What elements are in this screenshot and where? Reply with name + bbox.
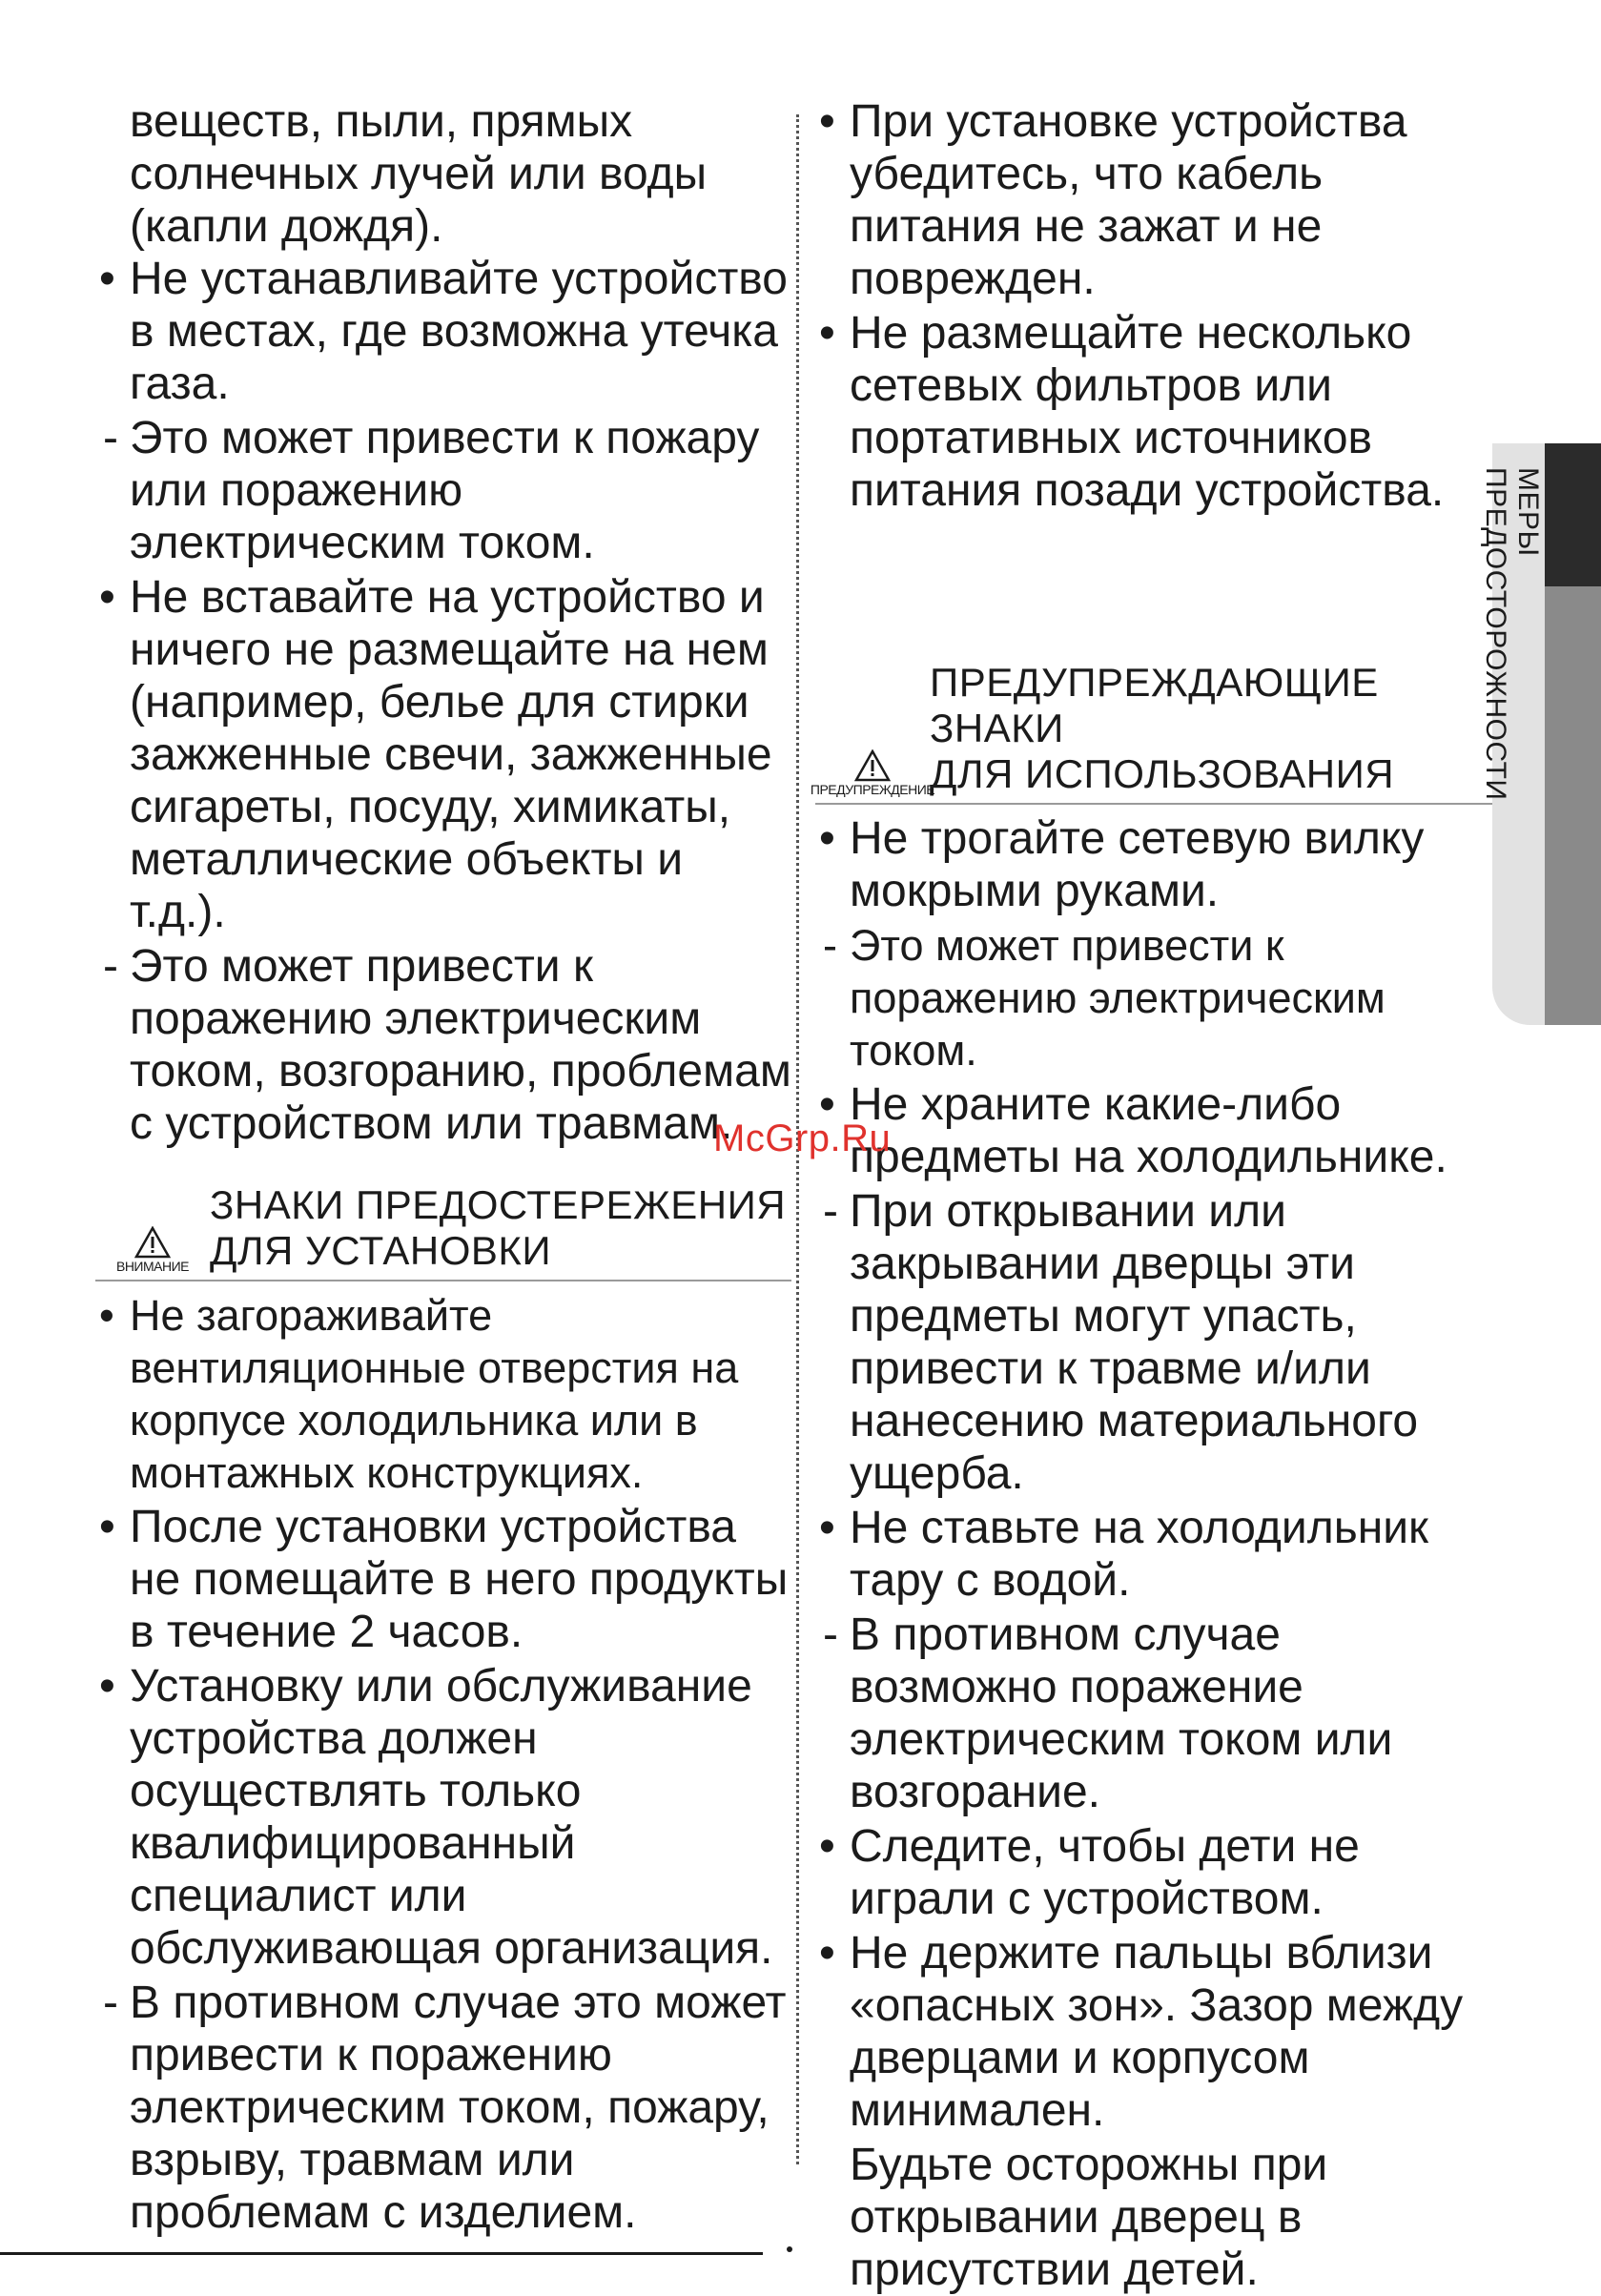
usage-title-line-1: ПРЕДУПРЕЖДАЮЩИЕ ЗНАКИ: [930, 660, 1379, 750]
warning-triangle-icon: [854, 749, 891, 782]
right-bullet-power-strips: • Не размещайте несколько сетевых фильтров или портативных источников питания позади устройства.: [815, 307, 1492, 517]
right-paragraph-careful: Будьте осторожны при открывании дверец в присутствии детей.: [850, 2140, 1328, 2295]
right-bullet-no-water-containers: • Не ставьте на холодильник тару с водой.: [815, 1502, 1492, 1607]
left-bullet-wait-2-hours: • После установки устройства не помещайте в него продукты в течение 2 часов.: [95, 1501, 791, 1658]
installation-caution-header: [95, 1182, 791, 1281]
right-bullet-no-objects-on-top: • Не храните какие-либо предметы на холодильнике.: [815, 1078, 1492, 1183]
usage-section-title: [930, 660, 1492, 797]
watermark: McGrp.Ru: [713, 1117, 892, 1159]
footer-rule: [0, 2252, 763, 2255]
left-dash-shock-risk: - Это может привести к поражению электрическим током, возгоранию, проблемам с устройством или травмам.: [95, 940, 791, 1150]
right-dash-falling-objects: - При открывании или закрывании дверцы эти предметы могут упасть, привести к травме и/или нанесению материального ущерба.: [815, 1185, 1492, 1500]
left-column: [95, 95, 791, 2241]
warning-caption: ПРЕДУПРЕЖДЕНИЕ: [810, 782, 935, 797]
left-dash-fire-risk: - Это может привести к пожару или поражению электрическим током.: [95, 412, 791, 569]
left-bullet-do-not-stand: • Не вставайте на устройство и ничего не размещайте на нем (например, белье для стирки зажженные свечи, зажженные сигареты, посуду, химикаты, металлические объекты и т.д.).: [95, 571, 791, 938]
side-tab-strip: [1545, 586, 1601, 1025]
side-tab-label: МЕРЫ ПРЕДОСТОРОЖНОСТИ: [1480, 467, 1544, 801]
left-paragraph-1: веществ, пыли, прямых солнечных лучей или воды (капли дождя).: [130, 96, 708, 252]
side-tab-marker: [1545, 443, 1601, 586]
installation-title-line-1: ЗНАКИ ПРЕДОСТЕРЕЖЕНИЯ: [210, 1182, 787, 1227]
warning-symbol: [810, 749, 935, 797]
right-dash-shock: - Это может привести к поражению электрическим током.: [815, 919, 1492, 1076]
right-dash-shock-or-fire: - В противном случае возможно поражение электрическим током или возгорание.: [815, 1609, 1492, 1818]
caution-symbol: [95, 1226, 210, 1274]
installation-title-line-2: ДЛЯ УСТАНОВКИ: [210, 1228, 552, 1273]
caution-caption: ВНИМАНИЕ: [115, 1259, 190, 1274]
right-column: [810, 95, 1492, 2296]
usage-warning-header: [810, 660, 1492, 805]
left-bullet-gas-leak: • Не устанавливайте устройство в местах, где возможна утечка газа.: [95, 253, 791, 410]
usage-title-line-2: ДЛЯ ИСПОЛЬЗОВАНИЯ: [930, 751, 1395, 796]
left-bullet-qualified-service: • Установку или обслуживание устройства должен осуществлять только квалифицированный специалист или обслуживающая организация.: [95, 1660, 791, 1975]
right-bullet-wet-hands: • Не трогайте сетевую вилку мокрыми руками.: [815, 812, 1492, 917]
installation-section-title: [210, 1182, 786, 1274]
warning-triangle-icon: [134, 1226, 171, 1259]
right-bullet-danger-zones: • Не держите пальцы вблизи «опасных зон». Зазор между дверцами и корпусом минимален.: [815, 1927, 1492, 2137]
right-bullet-children: • Следите, чтобы дети не играли с устройством.: [815, 1820, 1492, 1925]
footer-dot: [787, 2246, 792, 2252]
right-bullet-power-cable: • При установке устройства убедитесь, что кабель питания не зажат и не поврежден.: [815, 95, 1492, 305]
left-dash-otherwise: - В противном случае это может привести к поражению электрическим током, пожару, взрыву, травмам или проблемам с изделием.: [95, 1977, 791, 2239]
left-bullet-ventilation: • Не загораживайте вентиляционные отверстия на корпусе холодильника или в монтажных конструкциях.: [95, 1289, 791, 1499]
